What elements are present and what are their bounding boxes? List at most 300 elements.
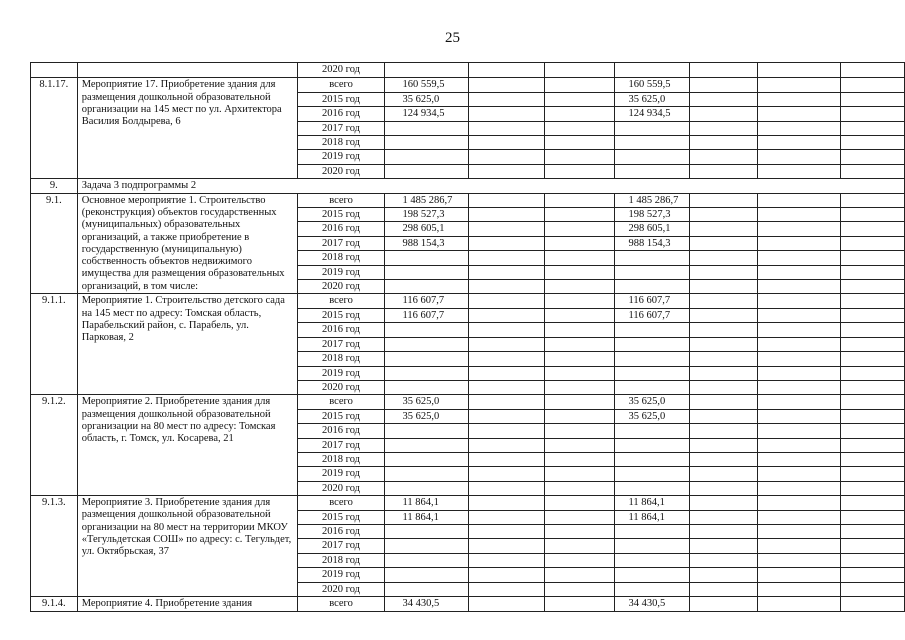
year-cell: 2020 год bbox=[298, 380, 384, 394]
empty-cell bbox=[544, 136, 614, 150]
empty-cell bbox=[469, 568, 544, 582]
empty-cell bbox=[757, 323, 840, 337]
year-cell: 2019 год bbox=[298, 265, 384, 279]
empty-cell bbox=[840, 323, 904, 337]
total-value-cell bbox=[384, 553, 469, 567]
year-cell: 2020 год bbox=[298, 280, 384, 294]
empty-cell bbox=[469, 92, 544, 106]
total-value-cell bbox=[384, 251, 469, 265]
event-name-cell: Мероприятие 4. Приобретение здания bbox=[77, 597, 298, 612]
empty-cell bbox=[384, 63, 469, 78]
empty-cell bbox=[757, 222, 840, 236]
empty-cell bbox=[840, 265, 904, 279]
empty-cell bbox=[840, 568, 904, 582]
empty-cell bbox=[469, 510, 544, 524]
empty-cell bbox=[544, 280, 614, 294]
budget-value-cell bbox=[614, 438, 689, 452]
year-cell: 2017 год bbox=[298, 539, 384, 553]
empty-cell bbox=[469, 481, 544, 495]
empty-cell bbox=[757, 251, 840, 265]
event-name-cell: Мероприятие 17. Приобретение здания для размещения дошкольной образовательной организации на 145 мест по ул. Архитектора Василия Болдырева, 6 bbox=[77, 78, 298, 179]
empty-cell bbox=[840, 294, 904, 308]
empty-cell bbox=[544, 380, 614, 394]
empty-cell bbox=[689, 524, 757, 538]
empty-cell bbox=[757, 496, 840, 510]
budget-value-cell bbox=[614, 280, 689, 294]
empty-cell bbox=[614, 63, 689, 78]
empty-cell bbox=[757, 121, 840, 135]
empty-cell bbox=[469, 265, 544, 279]
empty-cell bbox=[469, 222, 544, 236]
empty-cell bbox=[689, 251, 757, 265]
empty-cell bbox=[840, 352, 904, 366]
empty-cell bbox=[544, 337, 614, 351]
empty-cell bbox=[544, 150, 614, 164]
total-value-cell: 198 527,3 bbox=[384, 208, 469, 222]
budget-value-cell: 35 625,0 bbox=[614, 92, 689, 106]
empty-cell bbox=[689, 539, 757, 553]
total-value-cell bbox=[384, 366, 469, 380]
task-title: Задача 3 подпрограммы 2 bbox=[77, 179, 904, 193]
total-value-cell bbox=[384, 467, 469, 481]
empty-cell bbox=[544, 323, 614, 337]
empty-cell bbox=[840, 136, 904, 150]
task-row bbox=[31, 179, 905, 193]
empty-cell bbox=[840, 78, 904, 92]
empty-cell bbox=[544, 63, 614, 78]
empty-cell bbox=[544, 222, 614, 236]
budget-value-cell: 298 605,1 bbox=[614, 222, 689, 236]
row-number-cell bbox=[31, 63, 78, 78]
year-cell: 2019 год bbox=[298, 467, 384, 481]
empty-cell bbox=[469, 582, 544, 596]
empty-cell bbox=[689, 236, 757, 250]
event-name-cell: Основное мероприятие 1. Строительство (реконструкция) объектов государственных (муниципальных) образовательных организаций, а также приобретение в государственную (муниципальную) собственность объектов недвижимого имущества для размещения образовательных организаций, в том числе: bbox=[77, 193, 298, 294]
empty-cell bbox=[840, 395, 904, 409]
empty-cell bbox=[469, 63, 544, 78]
year-cell: 2018 год bbox=[298, 251, 384, 265]
empty-cell bbox=[840, 308, 904, 322]
empty-cell bbox=[689, 510, 757, 524]
empty-cell bbox=[689, 366, 757, 380]
empty-cell bbox=[757, 265, 840, 279]
total-value-cell: 35 625,0 bbox=[384, 409, 469, 423]
empty-cell bbox=[840, 553, 904, 567]
empty-cell bbox=[757, 107, 840, 121]
empty-cell bbox=[840, 481, 904, 495]
total-value-cell bbox=[384, 438, 469, 452]
empty-cell bbox=[689, 136, 757, 150]
year-cell: 2019 год bbox=[298, 568, 384, 582]
empty-cell bbox=[689, 193, 757, 207]
total-value-cell bbox=[384, 337, 469, 351]
empty-cell bbox=[757, 424, 840, 438]
empty-cell bbox=[757, 280, 840, 294]
budget-value-cell bbox=[614, 164, 689, 178]
empty-cell bbox=[689, 208, 757, 222]
total-value-cell bbox=[384, 582, 469, 596]
table-row bbox=[31, 395, 905, 409]
empty-cell bbox=[757, 452, 840, 466]
empty-cell bbox=[689, 308, 757, 322]
empty-cell bbox=[469, 496, 544, 510]
empty-cell bbox=[544, 568, 614, 582]
year-cell: 2018 год bbox=[298, 136, 384, 150]
empty-cell bbox=[469, 193, 544, 207]
year-cell: 2018 год bbox=[298, 553, 384, 567]
empty-cell bbox=[689, 481, 757, 495]
empty-cell bbox=[840, 438, 904, 452]
empty-cell bbox=[840, 280, 904, 294]
year-cell: 2017 год bbox=[298, 121, 384, 135]
budget-value-cell bbox=[614, 366, 689, 380]
budget-value-cell: 1 485 286,7 bbox=[614, 193, 689, 207]
budget-value-cell: 160 559,5 bbox=[614, 78, 689, 92]
empty-cell bbox=[840, 409, 904, 423]
total-value-cell: 35 625,0 bbox=[384, 395, 469, 409]
empty-cell bbox=[840, 63, 904, 78]
empty-cell bbox=[757, 510, 840, 524]
empty-cell bbox=[757, 337, 840, 351]
total-value-cell: 988 154,3 bbox=[384, 236, 469, 250]
row-number-cell: 8.1.17. bbox=[31, 78, 78, 179]
event-name-cell: Мероприятие 2. Приобретение здания для размещения дошкольной образовательной организации на 80 мест по адресу: Томская область, г. Томск, ул. Косарева, 21 bbox=[77, 395, 298, 496]
empty-cell bbox=[757, 409, 840, 423]
empty-cell bbox=[544, 496, 614, 510]
table-row bbox=[31, 597, 905, 612]
empty-cell bbox=[469, 352, 544, 366]
year-cell: всего bbox=[298, 294, 384, 308]
empty-cell bbox=[757, 438, 840, 452]
year-cell: 2015 год bbox=[298, 308, 384, 322]
empty-cell bbox=[757, 308, 840, 322]
empty-cell bbox=[469, 524, 544, 538]
empty-cell bbox=[689, 352, 757, 366]
empty-cell bbox=[469, 150, 544, 164]
empty-cell bbox=[544, 524, 614, 538]
empty-cell bbox=[757, 597, 840, 612]
year-cell: 2016 год bbox=[298, 107, 384, 121]
empty-cell bbox=[840, 539, 904, 553]
row-number-cell: 9.1.2. bbox=[31, 395, 78, 496]
year-cell: 2017 год bbox=[298, 337, 384, 351]
budget-value-cell bbox=[614, 265, 689, 279]
empty-cell bbox=[840, 467, 904, 481]
empty-cell bbox=[469, 337, 544, 351]
empty-cell bbox=[689, 337, 757, 351]
table-row bbox=[31, 294, 905, 308]
empty-cell bbox=[689, 107, 757, 121]
event-name-cell: Мероприятие 3. Приобретение здания для размещения дошкольной образовательной организации на 80 мест на территории МКОУ «Тегульдетская СОШ» по адресу: с. Тегульдет, ул. Октябрьская, 37 bbox=[77, 496, 298, 597]
row-number-cell: 9. bbox=[31, 179, 78, 193]
empty-cell bbox=[469, 539, 544, 553]
total-value-cell bbox=[384, 424, 469, 438]
year-cell: 2020 год bbox=[298, 63, 384, 78]
empty-cell bbox=[544, 208, 614, 222]
total-value-cell bbox=[384, 568, 469, 582]
total-value-cell: 116 607,7 bbox=[384, 294, 469, 308]
year-cell: 2017 год bbox=[298, 236, 384, 250]
empty-cell bbox=[757, 380, 840, 394]
total-value-cell bbox=[384, 352, 469, 366]
empty-cell bbox=[840, 92, 904, 106]
budget-value-cell bbox=[614, 582, 689, 596]
empty-cell bbox=[689, 280, 757, 294]
financing-table bbox=[30, 62, 905, 612]
page-number: 25 bbox=[445, 30, 460, 46]
year-cell: 2016 год bbox=[298, 222, 384, 236]
empty-cell bbox=[469, 366, 544, 380]
budget-value-cell bbox=[614, 121, 689, 135]
empty-cell bbox=[757, 481, 840, 495]
empty-cell bbox=[689, 467, 757, 481]
empty-cell bbox=[757, 236, 840, 250]
empty-cell bbox=[840, 424, 904, 438]
budget-value-cell: 116 607,7 bbox=[614, 308, 689, 322]
empty-cell bbox=[840, 337, 904, 351]
empty-cell bbox=[469, 251, 544, 265]
empty-cell bbox=[840, 251, 904, 265]
total-value-cell: 116 607,7 bbox=[384, 308, 469, 322]
year-cell: 2015 год bbox=[298, 208, 384, 222]
empty-cell bbox=[689, 553, 757, 567]
budget-value-cell bbox=[614, 323, 689, 337]
empty-cell bbox=[469, 424, 544, 438]
empty-cell bbox=[469, 380, 544, 394]
empty-cell bbox=[544, 366, 614, 380]
total-value-cell bbox=[384, 121, 469, 135]
empty-cell bbox=[544, 467, 614, 481]
budget-value-cell bbox=[614, 136, 689, 150]
empty-cell bbox=[689, 438, 757, 452]
empty-cell bbox=[757, 553, 840, 567]
empty-cell bbox=[757, 78, 840, 92]
empty-cell bbox=[840, 366, 904, 380]
empty-cell bbox=[840, 380, 904, 394]
empty-cell bbox=[689, 380, 757, 394]
empty-cell bbox=[469, 467, 544, 481]
table-row bbox=[31, 193, 905, 207]
empty-cell bbox=[469, 452, 544, 466]
empty-cell bbox=[757, 467, 840, 481]
empty-cell bbox=[757, 193, 840, 207]
empty-cell bbox=[469, 78, 544, 92]
empty-cell bbox=[469, 136, 544, 150]
empty-cell bbox=[689, 265, 757, 279]
empty-cell bbox=[840, 496, 904, 510]
row-number-cell: 9.1.1. bbox=[31, 294, 78, 395]
budget-value-cell bbox=[614, 424, 689, 438]
empty-cell bbox=[757, 63, 840, 78]
empty-cell bbox=[757, 539, 840, 553]
empty-cell bbox=[689, 409, 757, 423]
table-row bbox=[31, 496, 905, 510]
empty-cell bbox=[757, 164, 840, 178]
empty-cell bbox=[689, 92, 757, 106]
empty-cell bbox=[689, 78, 757, 92]
empty-cell bbox=[469, 294, 544, 308]
total-value-cell bbox=[384, 150, 469, 164]
empty-cell bbox=[840, 597, 904, 612]
budget-value-cell: 988 154,3 bbox=[614, 236, 689, 250]
empty-cell bbox=[469, 553, 544, 567]
total-value-cell bbox=[384, 524, 469, 538]
year-cell: 2019 год bbox=[298, 150, 384, 164]
year-cell: 2016 год bbox=[298, 524, 384, 538]
empty-cell bbox=[544, 395, 614, 409]
year-cell: 2016 год bbox=[298, 323, 384, 337]
budget-value-cell bbox=[614, 481, 689, 495]
empty-cell bbox=[544, 164, 614, 178]
empty-cell bbox=[544, 121, 614, 135]
year-cell: 2018 год bbox=[298, 452, 384, 466]
empty-cell bbox=[544, 78, 614, 92]
empty-cell bbox=[689, 323, 757, 337]
year-cell: всего bbox=[298, 597, 384, 612]
total-value-cell bbox=[384, 323, 469, 337]
empty-cell bbox=[757, 568, 840, 582]
empty-cell bbox=[544, 553, 614, 567]
year-cell: 2018 год bbox=[298, 352, 384, 366]
empty-cell bbox=[469, 308, 544, 322]
total-value-cell bbox=[384, 265, 469, 279]
year-cell: 2020 год bbox=[298, 164, 384, 178]
year-cell: 2015 год bbox=[298, 409, 384, 423]
empty-cell bbox=[469, 164, 544, 178]
event-name-cell bbox=[77, 63, 298, 78]
budget-value-cell: 11 864,1 bbox=[614, 510, 689, 524]
empty-cell bbox=[840, 150, 904, 164]
total-value-cell: 1 485 286,7 bbox=[384, 193, 469, 207]
empty-cell bbox=[469, 121, 544, 135]
empty-cell bbox=[544, 481, 614, 495]
budget-value-cell bbox=[614, 352, 689, 366]
year-cell: 2015 год bbox=[298, 92, 384, 106]
budget-value-cell: 35 625,0 bbox=[614, 395, 689, 409]
empty-cell bbox=[544, 438, 614, 452]
empty-cell bbox=[757, 208, 840, 222]
year-cell: 2017 год bbox=[298, 438, 384, 452]
total-value-cell: 298 605,1 bbox=[384, 222, 469, 236]
total-value-cell bbox=[384, 164, 469, 178]
year-cell: всего bbox=[298, 78, 384, 92]
empty-cell bbox=[689, 164, 757, 178]
empty-cell bbox=[544, 582, 614, 596]
empty-cell bbox=[544, 92, 614, 106]
empty-cell bbox=[757, 136, 840, 150]
empty-cell bbox=[840, 208, 904, 222]
empty-cell bbox=[757, 366, 840, 380]
row-number-cell: 9.1. bbox=[31, 193, 78, 294]
total-value-cell bbox=[384, 380, 469, 394]
total-value-cell bbox=[384, 136, 469, 150]
budget-value-cell bbox=[614, 251, 689, 265]
budget-value-cell: 11 864,1 bbox=[614, 496, 689, 510]
empty-cell bbox=[757, 582, 840, 596]
empty-cell bbox=[689, 63, 757, 78]
empty-cell bbox=[757, 294, 840, 308]
empty-cell bbox=[469, 236, 544, 250]
empty-cell bbox=[840, 107, 904, 121]
row-number-cell: 9.1.4. bbox=[31, 597, 78, 612]
empty-cell bbox=[689, 121, 757, 135]
total-value-cell: 11 864,1 bbox=[384, 496, 469, 510]
budget-value-cell: 198 527,3 bbox=[614, 208, 689, 222]
empty-cell bbox=[469, 395, 544, 409]
empty-cell bbox=[544, 107, 614, 121]
empty-cell bbox=[689, 597, 757, 612]
empty-cell bbox=[469, 280, 544, 294]
budget-value-cell: 116 607,7 bbox=[614, 294, 689, 308]
row-number-cell: 9.1.3. bbox=[31, 496, 78, 597]
empty-cell bbox=[840, 222, 904, 236]
budget-value-cell: 35 625,0 bbox=[614, 409, 689, 423]
budget-value-cell bbox=[614, 568, 689, 582]
budget-value-cell: 34 430,5 bbox=[614, 597, 689, 612]
total-value-cell bbox=[384, 539, 469, 553]
empty-cell bbox=[840, 452, 904, 466]
total-value-cell: 35 625,0 bbox=[384, 92, 469, 106]
total-value-cell bbox=[384, 481, 469, 495]
empty-cell bbox=[544, 424, 614, 438]
empty-cell bbox=[840, 510, 904, 524]
empty-cell bbox=[757, 524, 840, 538]
empty-cell bbox=[689, 150, 757, 164]
total-value-cell: 11 864,1 bbox=[384, 510, 469, 524]
total-value-cell bbox=[384, 452, 469, 466]
empty-cell bbox=[689, 424, 757, 438]
table-row bbox=[31, 78, 905, 92]
empty-cell bbox=[544, 265, 614, 279]
empty-cell bbox=[840, 582, 904, 596]
empty-cell bbox=[840, 164, 904, 178]
empty-cell bbox=[544, 193, 614, 207]
empty-cell bbox=[544, 308, 614, 322]
total-value-cell bbox=[384, 280, 469, 294]
budget-value-cell bbox=[614, 452, 689, 466]
year-cell: 2020 год bbox=[298, 481, 384, 495]
empty-cell bbox=[544, 251, 614, 265]
empty-cell bbox=[469, 208, 544, 222]
year-cell: всего bbox=[298, 193, 384, 207]
budget-value-cell bbox=[614, 553, 689, 567]
year-cell: 2015 год bbox=[298, 510, 384, 524]
empty-cell bbox=[544, 352, 614, 366]
empty-cell bbox=[469, 438, 544, 452]
total-value-cell: 34 430,5 bbox=[384, 597, 469, 612]
year-cell: всего bbox=[298, 496, 384, 510]
empty-cell bbox=[840, 193, 904, 207]
empty-cell bbox=[469, 107, 544, 121]
event-name-cell: Мероприятие 1. Строительство детского сада на 145 мест по адресу: Томская область, Парабельский район, с. Парабель, ул. Парковая, 2 bbox=[77, 294, 298, 395]
empty-cell bbox=[757, 395, 840, 409]
empty-cell bbox=[544, 236, 614, 250]
empty-cell bbox=[544, 510, 614, 524]
empty-cell bbox=[757, 352, 840, 366]
budget-value-cell bbox=[614, 467, 689, 481]
empty-cell bbox=[544, 294, 614, 308]
empty-cell bbox=[469, 409, 544, 423]
empty-cell bbox=[689, 496, 757, 510]
empty-cell bbox=[544, 539, 614, 553]
empty-cell bbox=[689, 568, 757, 582]
total-value-cell: 160 559,5 bbox=[384, 78, 469, 92]
empty-cell bbox=[469, 597, 544, 612]
budget-value-cell bbox=[614, 539, 689, 553]
empty-cell bbox=[840, 236, 904, 250]
empty-cell bbox=[689, 452, 757, 466]
total-value-cell: 124 934,5 bbox=[384, 107, 469, 121]
